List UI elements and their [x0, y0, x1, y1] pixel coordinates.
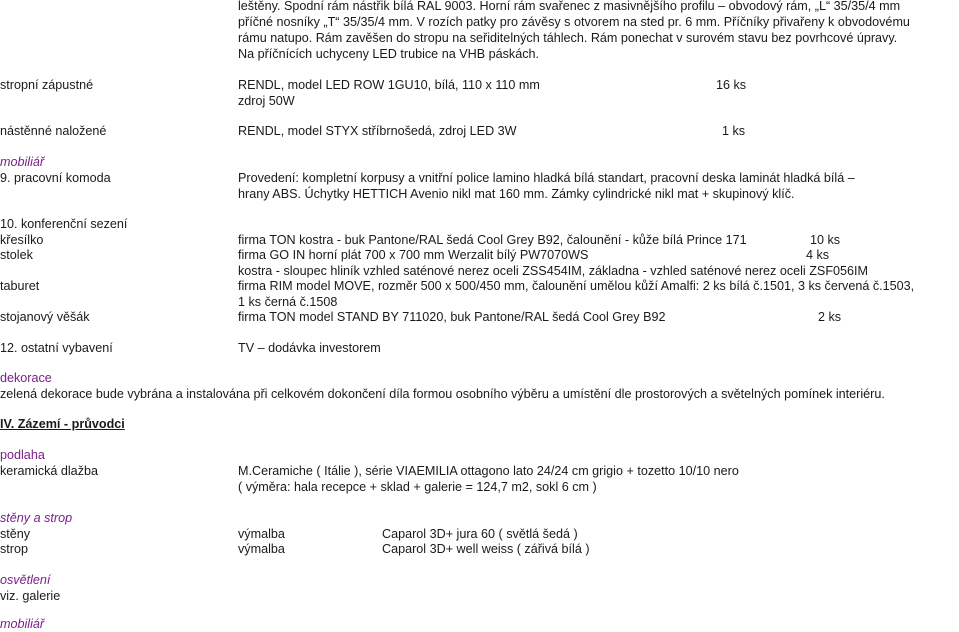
zazemi-heading: IV. Zázemí - průvodci: [0, 417, 125, 431]
dekorace-text: zelená dekorace bude vybrána a instalována při celkovém dokončení díla formou osobního výběru a umístění dle prostorových a světelných pomínek interiéru.: [0, 387, 885, 401]
vesak-desc: firma TON model STAND BY 711020, buk Pantone/RAL šedá Cool Grey B92: [238, 310, 666, 324]
lights-qty-wall: 1 ks: [722, 124, 746, 138]
section12-label: 12. ostatní vybavení: [0, 341, 113, 355]
dlazba-desc-2: ( výměra: hala recepce + sklad + galerie = 124,7 m2, sokl 6 cm ): [238, 480, 597, 494]
intro-line-4: Na příčnících uchyceny LED trubice na VHB páskách.: [238, 47, 539, 61]
lights-qty-ceiling: 16 ks: [716, 78, 747, 92]
section12-value: TV – dodávka investorem: [238, 341, 381, 355]
steny-type: výmalba: [238, 527, 285, 541]
lights-desc-ceiling: RENDL, model LED ROW 1GU10, bílá, 110 x 110 mm: [238, 78, 540, 92]
strop-type: výmalba: [238, 542, 285, 556]
steny-heading: stěny a strop: [0, 511, 73, 525]
item9-label: 9. pracovní komoda: [0, 171, 111, 185]
stolek-label: stolek: [0, 248, 33, 262]
taburet-desc-1: firma RIM model MOVE, rozměr 500 x 500/450 mm, čalounění umělou kůží Amalfi: 2 ks bílá č.1501, 3 ks červená č.1503,: [238, 279, 915, 293]
lights-desc-wall: RENDL, model STYX stříbrnošedá, zdroj LED 3W: [238, 124, 517, 138]
kreslo-desc: firma TON kostra - buk Pantone/RAL šedá Cool Grey B92, čalounění - kůže bílá Prince 171: [238, 233, 747, 247]
steny-value: Caparol 3D+ jura 60 ( světlá šedá ): [382, 527, 578, 541]
intro-line-3: rámu natupo. Rám zavěšen do stropu na seřiditelných táhlech. Rám ponechat v surovém stavu bez povrhcové úpravy.: [238, 31, 898, 45]
lights-label-wall: nástěnné naložené: [0, 124, 107, 138]
dekorace-heading: dekorace: [0, 371, 52, 385]
zazemi-mobiliar-heading: mobiliář: [0, 617, 45, 631]
stolek-qty: 4 ks: [806, 248, 830, 262]
intro-line-1: leštěny. Spodní rám nástřik bílá RAL 9003. Horní rám svařenec z masivnějšího profilu – obvodový rám, „L“ 35/35/4 mm: [238, 0, 901, 13]
steny-label: stěny: [0, 527, 31, 541]
strop-label: strop: [0, 542, 28, 556]
item9-desc-1: Provedení: kompletní korpusy a vnitřní police lamino hladká bílá standart, pracovní deska laminát hladká bílá –: [238, 171, 855, 185]
taburet-label: taburet: [0, 279, 40, 293]
item9-desc-2: hrany ABS. Úchytky HETTICH Avenio nikl mat 160 mm. Zámky cylindrické nikl mat + skupinový klíč.: [238, 187, 795, 201]
mobiliar-heading: mobiliář: [0, 155, 45, 169]
stolek-desc-2: kostra - sloupec hliník vzhled saténové nerez oceli ZSS454IM, základna - vzhled saténové nerez oceli ZSF056IM: [238, 264, 869, 278]
intro-line-2: příčné nosníky „T“ 35/35/4 mm. V rozích patky pro závěsy s otvorem na sted pr. 6 mm. Příčníky přivařeny k obvodovému: [238, 15, 910, 29]
podlaha-heading: podlaha: [0, 448, 45, 462]
osvetleni-value: viz. galerie: [0, 589, 61, 603]
dlazba-desc-1: M.Ceramiche ( Itálie ), série VIAEMILIA ottagono lato 24/24 cm grigio + tozetto 10/10 nero: [238, 464, 739, 478]
section10-heading: 10. konferenční sezení: [0, 217, 128, 231]
lights-desc-ceiling-2: zdroj 50W: [238, 94, 295, 108]
stolek-desc: firma GO IN horní plát 700 x 700 mm Werzalit bílý PW7070WS: [238, 248, 589, 262]
taburet-desc-2: 1 ks černá č.1508: [238, 295, 338, 309]
dlazba-label: keramická dlažba: [0, 464, 98, 478]
vesak-label: stojanový věšák: [0, 310, 90, 324]
vesak-qty: 2 ks: [818, 310, 842, 324]
strop-value: Caparol 3D+ well weiss ( zářivá bílá ): [382, 542, 590, 556]
kreslo-qty: 10 ks: [810, 233, 841, 247]
kreslo-label: křesílko: [0, 233, 44, 247]
lights-label-ceiling: stropní zápustné: [0, 78, 94, 92]
osvetleni-heading: osvětlení: [0, 573, 51, 587]
